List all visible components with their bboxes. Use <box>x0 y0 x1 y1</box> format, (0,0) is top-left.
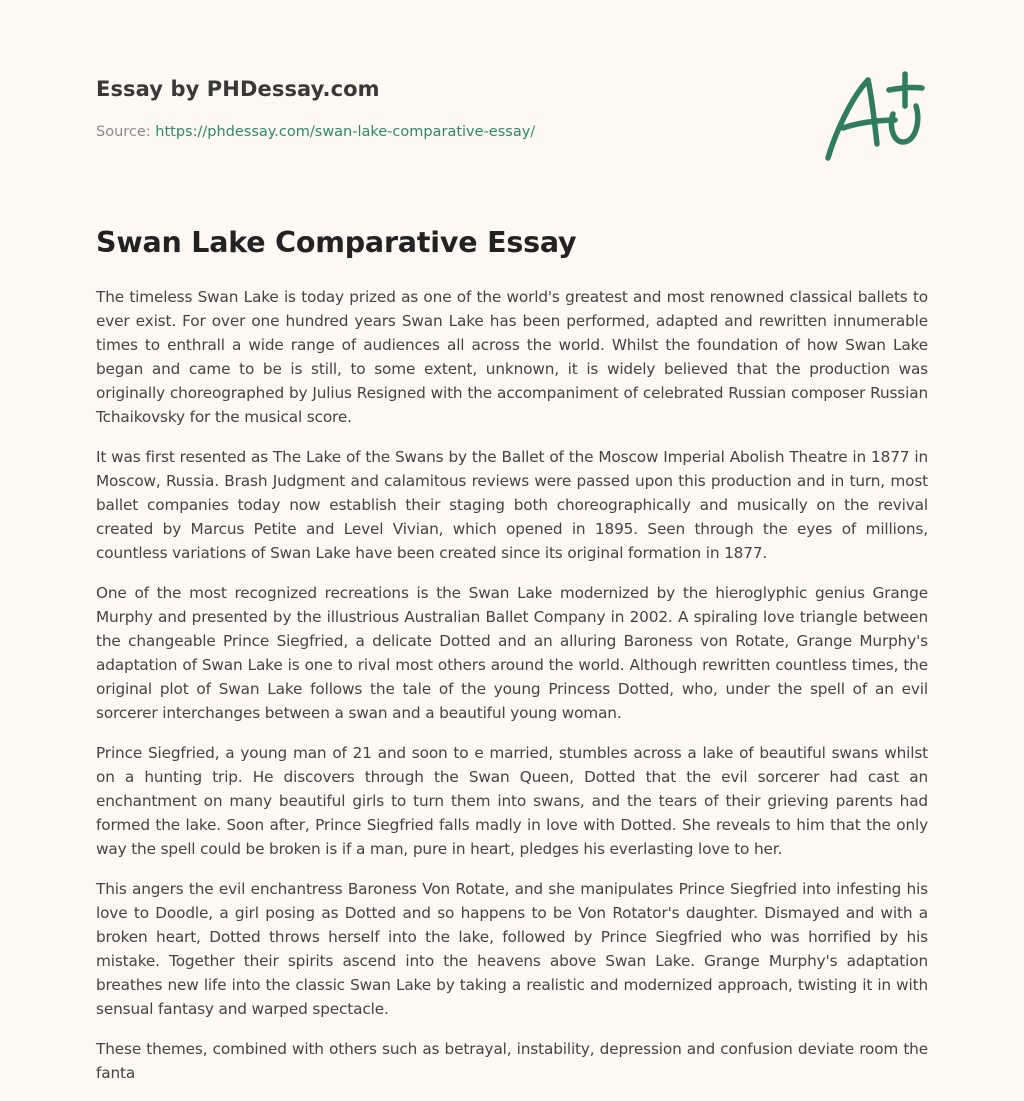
essay-paragraph: These themes, combined with others such as betrayal, instability, depression and confusion deviate room the fanta <box>96 1040 928 1082</box>
essay-paragraph: Prince Siegfried, a young man of 21 and soon to e married, stumbles across a lake of beautiful swans whilst on a hunting trip. He discovers through the Swan Queen, Dotted that the evil sorcerer had cast an enchantment on many beautiful girls to turn them into swans, and the tears of their grieving parents had formed the lake. Soon after, Prince Siegfried falls madly in love with Dotted. She reveals to him that the only way the spell could be broken is if a man, pure in heart, pledges his everlasting love to her. <box>96 744 928 858</box>
essay-page <box>96 0 928 1100</box>
essay-paragraph: One of the most recognized recreations is the Swan Lake modernized by the hieroglyphic genius Grange Murphy and presented by the illustrious Australian Ballet Company in 2002. A spiraling love triangle between the changeable Prince Siegfried, a delicate Dotted and an alluring Baroness von Rotate, Grange Murphy's adaptation of Swan Lake is one to rival most others around the world. Although rewritten countless times, the original plot of Swan Lake follows the tale of the young Princess Dotted, who, under the spell of an evil sorcerer interchanges between a swan and a beautiful young woman. <box>96 584 928 722</box>
essay-paragraph: The timeless Swan Lake is today prized as one of the world's greatest and most renowned classical ballets to ever exist. For over one hundred years Swan Lake has been performed, adapted and rewritten innumerable times to enthrall a wide range of audiences all across the world. Whilst the foundation of how Swan Lake began and came to be is still, to some extent, unknown, it is widely believed that the production was originally choreographed by Julius Resigned with the accompaniment of celebrated Russian composer Russian Tchaikovsky for the musical score. <box>96 288 928 426</box>
essay-paragraph: This angers the evil enchantress Baroness Von Rotate, and she manipulates Prince Siegfried into infesting his love to Doodle, a girl posing as Dotted and so happens to be Von Rotator's daughter. Dismayed and with a broken heart, Dotted throws herself into the lake, followed by Prince Siegfried who was horrified by his mistake. Together their spirits ascend into the heavens above Swan Lake. Grange Murphy's adaptation breathes new life into the classic Swan Lake by taking a realistic and modernized approach, twisting it in with sensual fantasy and warped spectacle. <box>96 880 928 1018</box>
essay-body <box>96 285 928 1101</box>
essay-title: Swan Lake Comparative Essay <box>96 226 577 259</box>
source-link[interactable]: https://phdessay.com/swan-lake-comparative-essay/ <box>155 124 536 140</box>
source-label: Source: <box>96 124 151 140</box>
a-plus-logo-icon <box>821 68 926 166</box>
site-brand: Essay by PHDessay.com <box>96 77 380 101</box>
source-line <box>96 124 535 140</box>
essay-paragraph: It was first resented as The Lake of the Swans by the Ballet of the Moscow Imperial Abolish Theatre in 1877 in Moscow, Russia. Brash Judgment and calamitous reviews were passed upon this production and in turn, most ballet companies today now establish their staging both choreographically and musically on the revival created by Marcus Petite and Level Vivian, which opened in 1895. Seen through the eyes of millions, countless variations of Swan Lake have been created since its original formation in 1877. <box>96 448 928 562</box>
